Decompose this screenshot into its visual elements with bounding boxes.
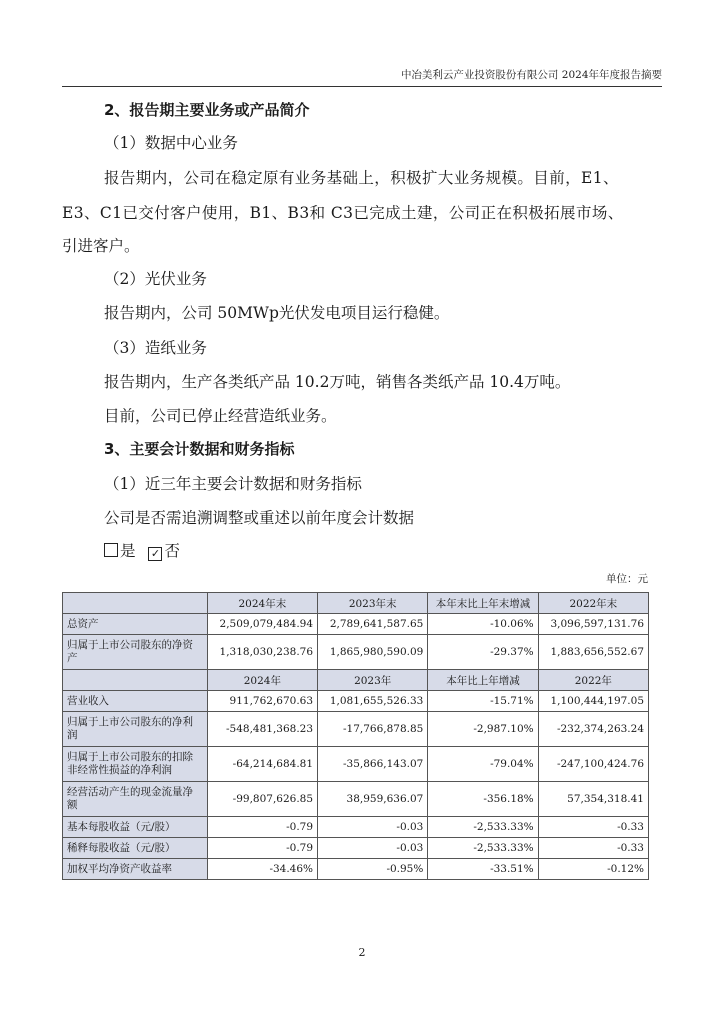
value-cell: -0.79 <box>207 838 317 859</box>
value-cell: -2,987.10% <box>428 712 538 747</box>
table-row <box>63 635 649 670</box>
value-cell: -99,807,626.85 <box>207 782 317 817</box>
value-cell: 1,100,444,197.05 <box>538 691 648 712</box>
row-label-cell: 归属于上市公司股东的净资产 <box>63 635 208 670</box>
value-cell: -29.37% <box>428 635 538 670</box>
value-cell: -17,766,878.85 <box>318 712 428 747</box>
data-center-para-line-3: 引进客户。 <box>62 237 140 255</box>
table-row <box>63 747 649 782</box>
data-center-para-line-1: 报告期内，公司在稳定原有业务基础上，积极扩大业务规模。目前，E1、 <box>104 169 619 187</box>
column-header-cell: 2024年 <box>207 670 317 691</box>
value-cell: 38,959,636.07 <box>318 782 428 817</box>
row-label-cell: 归属于上市公司股东的扣除非经常性损益的净利润 <box>63 747 208 782</box>
value-cell: 911,762,670.63 <box>207 691 317 712</box>
value-cell: -0.95% <box>318 859 428 880</box>
value-cell: 3,096,597,131.76 <box>538 614 648 635</box>
option-yes-label: 是 <box>120 542 136 560</box>
financial-table <box>62 592 649 880</box>
paper-paragraph-2: 目前，公司已停止经营造纸业务。 <box>104 407 337 425</box>
value-cell: -0.03 <box>318 817 428 838</box>
value-cell: -15.71% <box>428 691 538 712</box>
restatement-options <box>104 541 180 561</box>
section-3-title: 3、主要会计数据和财务指标 <box>104 440 295 458</box>
value-cell: -0.33 <box>538 817 648 838</box>
row-label-cell <box>63 593 208 614</box>
row-label-cell <box>63 670 208 691</box>
table-row <box>63 859 649 880</box>
row-label-cell: 总资产 <box>63 614 208 635</box>
value-cell: -247,100,424.76 <box>538 747 648 782</box>
column-header-cell: 2023年末 <box>318 593 428 614</box>
value-cell: 2,509,079,484.94 <box>207 614 317 635</box>
page-number: 2 <box>358 946 366 959</box>
value-cell: 2,789,641,587.65 <box>318 614 428 635</box>
value-cell: -232,374,263.24 <box>538 712 648 747</box>
value-cell: -0.79 <box>207 817 317 838</box>
row-label-cell: 归属于上市公司股东的净利润 <box>63 712 208 747</box>
value-cell: 1,318,030,238.76 <box>207 635 317 670</box>
value-cell: 57,354,318.41 <box>538 782 648 817</box>
value-cell: -0.12% <box>538 859 648 880</box>
column-header-cell: 本年末比上年末增减 <box>428 593 538 614</box>
value-cell: -0.33 <box>538 838 648 859</box>
column-header-cell: 2022年末 <box>538 593 648 614</box>
subsection-data-center-title: （1）数据中心业务 <box>104 134 238 152</box>
table-header-row <box>63 670 649 691</box>
column-header-cell: 本年比上年增减 <box>428 670 538 691</box>
paper-paragraph-1: 报告期内，生产各类纸产品 10.2万吨，销售各类纸产品 10.4万吨。 <box>104 373 571 391</box>
value-cell: -64,214,684.81 <box>207 747 317 782</box>
row-label-cell: 基本每股收益（元/股） <box>63 817 208 838</box>
pv-paragraph: 报告期内，公司 50MWp光伏发电项目运行稳健。 <box>104 304 450 322</box>
value-cell: -34.46% <box>207 859 317 880</box>
value-cell: -356.18% <box>428 782 538 817</box>
table-row <box>63 817 649 838</box>
column-header-cell: 2023年 <box>318 670 428 691</box>
value-cell: -79.04% <box>428 747 538 782</box>
table-header-row <box>63 593 649 614</box>
data-center-para-line-2: E3、C1已交付客户使用，B1、B3和 C3已完成土建，公司正在积极拓展市场、 <box>62 204 624 222</box>
restatement-question: 公司是否需追溯调整或重述以前年度会计数据 <box>104 509 415 527</box>
section-2-title: 2、报告期主要业务或产品简介 <box>104 101 310 119</box>
value-cell: -0.03 <box>318 838 428 859</box>
page-header: 中冶美利云产业投资股份有限公司 2024年年度报告摘要 <box>62 68 662 87</box>
column-header-cell: 2022年 <box>538 670 648 691</box>
value-cell: -2,533.33% <box>428 817 538 838</box>
checkbox-no-checked: ✓ <box>148 547 162 561</box>
value-cell: -548,481,368.23 <box>207 712 317 747</box>
option-no-label: 否 <box>164 542 180 560</box>
unit-label: 单位：元 <box>606 573 648 585</box>
value-cell: -10.06% <box>428 614 538 635</box>
value-cell: -33.51% <box>428 859 538 880</box>
subsection-financial-title: （1）近三年主要会计数据和财务指标 <box>104 475 362 493</box>
row-label-cell: 加权平均净资产收益率 <box>63 859 208 880</box>
value-cell: 1,883,656,552.67 <box>538 635 648 670</box>
table-row <box>63 838 649 859</box>
table-row <box>63 614 649 635</box>
column-header-cell: 2024年末 <box>207 593 317 614</box>
value-cell: -2,533.33% <box>428 838 538 859</box>
value-cell: 1,081,655,526.33 <box>318 691 428 712</box>
table-row <box>63 691 649 712</box>
checkbox-yes <box>104 543 118 557</box>
table-row <box>63 782 649 817</box>
row-label-cell: 营业收入 <box>63 691 208 712</box>
row-label-cell: 经营活动产生的现金流量净额 <box>63 782 208 817</box>
subsection-pv-title: （2）光伏业务 <box>104 270 207 288</box>
value-cell: 1,865,980,590.09 <box>318 635 428 670</box>
subsection-paper-title: （3）造纸业务 <box>104 339 207 357</box>
row-label-cell: 稀释每股收益（元/股） <box>63 838 208 859</box>
value-cell: -35,866,143.07 <box>318 747 428 782</box>
table-row <box>63 712 649 747</box>
